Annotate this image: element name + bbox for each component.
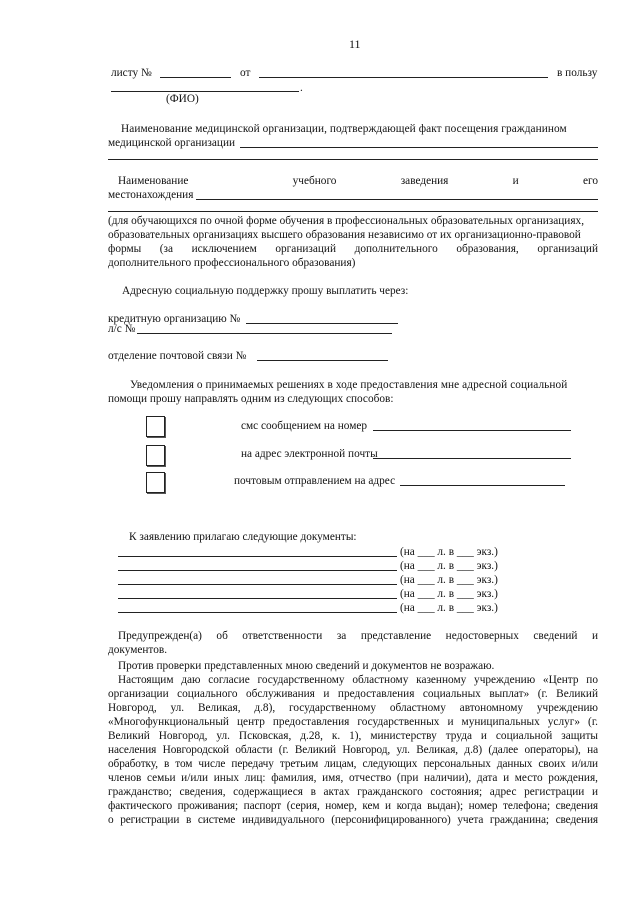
sms-label: смс сообщением на номер bbox=[241, 420, 368, 432]
sheet-number-field[interactable] bbox=[160, 77, 231, 78]
education-field[interactable] bbox=[196, 199, 598, 200]
document-row-field[interactable] bbox=[118, 612, 397, 613]
in-favor-label: в пользу bbox=[557, 67, 598, 79]
education-line1 bbox=[118, 174, 598, 188]
post-office-field[interactable] bbox=[257, 360, 388, 361]
payment-intro: Адресную социальную поддержку прошу выплатить через: bbox=[122, 285, 409, 297]
credit-org-label: кредитную организацию № bbox=[108, 313, 241, 325]
sheet-number-label: листу № bbox=[111, 67, 152, 79]
page-number: 11 bbox=[349, 37, 361, 51]
education-note-3-text: формы (за исключением организаций дополнительного образования, организаций bbox=[108, 243, 598, 255]
consent-line-text: о регистрации в системе индивидуального (персонифицированного) учета гражданина; сведения bbox=[108, 814, 598, 826]
consent-line-text: обработку, в том числе передачу третьим лицам, следующих персональных данных своих и/или bbox=[108, 758, 598, 770]
document-row-suffix: (на ___ л. в ___ экз.) bbox=[400, 588, 498, 600]
consent-line bbox=[108, 743, 598, 757]
education-word-1: Наименование bbox=[118, 175, 189, 187]
education-line2: местонахождения bbox=[108, 189, 194, 201]
fio-label: (ФИО) bbox=[166, 93, 199, 105]
notifications-intro-1: Уведомления о принимаемых решениях в ходе предоставления мне адресной социальной bbox=[130, 379, 568, 391]
email-label: на адрес электронной почты bbox=[241, 448, 378, 460]
consent-line-text: Великий Новгород, ул. Псковская, д.28, к. 1), министерству труда и социальной защиты bbox=[108, 730, 598, 742]
consent-line bbox=[118, 673, 598, 687]
post-label: почтовым отправлением на адрес bbox=[234, 475, 396, 487]
consent-line bbox=[108, 757, 598, 771]
document-row-field[interactable] bbox=[118, 598, 397, 599]
consent-line bbox=[108, 771, 598, 785]
from-label: от bbox=[240, 67, 251, 79]
consent-line-text: фактического проживания; паспорт (серия, номер, кем и когда выдан); номер телефона; сведения bbox=[108, 800, 598, 812]
post-checkbox[interactable] bbox=[146, 472, 165, 493]
consent-line bbox=[108, 799, 598, 813]
document-row-suffix: (на ___ л. в ___ экз.) bbox=[400, 560, 498, 572]
sms-number-field[interactable] bbox=[373, 430, 571, 431]
consent-line-text: Новгород, ул. Великая, д.8), государственному областному автономному учреждению bbox=[108, 702, 598, 714]
warning-line1-text: Предупрежден(а) об ответственности за представление недостоверных сведений и bbox=[118, 630, 598, 642]
consent-line bbox=[108, 813, 598, 827]
consent-line-text: «Многофункциональный центр предоставления государственных и муниципальных услуг» (г. bbox=[108, 716, 598, 728]
from-field[interactable] bbox=[259, 77, 548, 78]
consent-line-text: организации социального обслуживания и предоставления социальных выплат» (г. Великий bbox=[108, 688, 598, 700]
education-note-4: дополнительного профессионального образования) bbox=[108, 257, 356, 269]
document-row-field[interactable] bbox=[118, 556, 397, 557]
consent-line-text: членов семьи и/или иных лиц: фамилия, имя, отчество (при наличии), дата и место рождения, bbox=[108, 772, 598, 784]
notifications-intro-2: помощи прошу направлять одним из следующих способов: bbox=[108, 393, 394, 405]
education-word-3: заведения bbox=[400, 175, 449, 187]
consent-line bbox=[108, 729, 598, 743]
post-office-label: отделение почтовой связи № bbox=[108, 350, 247, 362]
consent-line-text: Настоящим даю согласие государственному областному казенному учреждению «Центр по bbox=[118, 674, 598, 686]
consent-line bbox=[108, 687, 598, 701]
sms-checkbox[interactable] bbox=[146, 416, 165, 437]
account-field[interactable] bbox=[137, 333, 392, 334]
consent-line-text: гражданство; сведения, содержащиеся в актах гражданского состояния; адрес регистрации и bbox=[108, 786, 598, 798]
education-note-3 bbox=[108, 242, 598, 256]
document-row-suffix: (на ___ л. в ___ экз.) bbox=[400, 546, 498, 558]
documents-intro: К заявлению прилагаю следующие документы: bbox=[129, 531, 357, 543]
fio-field[interactable] bbox=[111, 91, 299, 92]
medical-org-field[interactable] bbox=[240, 147, 598, 148]
post-address-field[interactable] bbox=[400, 485, 565, 486]
education-note-2: образовательных организациях высшего образования независимо от их организационно-правовой bbox=[108, 229, 581, 241]
education-field-2[interactable] bbox=[108, 211, 598, 212]
account-label: л/с № bbox=[108, 323, 136, 335]
education-word-4: и bbox=[512, 175, 519, 187]
medical-org-line2: медицинской организации bbox=[108, 137, 236, 149]
medical-org-field-2[interactable] bbox=[108, 159, 598, 160]
fio-dot: . bbox=[300, 82, 303, 94]
warning-line2: документов. bbox=[108, 644, 168, 656]
warning-line1 bbox=[118, 629, 598, 643]
education-note-1: (для обучающихся по очной форме обучения в профессиональных образовательных организациях, bbox=[108, 215, 585, 227]
consent-line bbox=[108, 785, 598, 799]
consent-line-text: населения Новгородской области (г. Великий Новгород, ул. Великая, д.8) (далее операторы), на bbox=[108, 744, 598, 756]
education-word-2: учебного bbox=[292, 175, 337, 187]
document-row-suffix: (на ___ л. в ___ экз.) bbox=[400, 602, 498, 614]
document-row-field[interactable] bbox=[118, 570, 397, 571]
education-word-5: его bbox=[582, 175, 598, 187]
no-objection: Против проверки представленных мною сведений и документов не возражаю. bbox=[118, 660, 495, 672]
medical-org-line1: Наименование медицинской организации, подтверждающей факт посещения гражданином bbox=[121, 123, 567, 135]
email-field[interactable] bbox=[373, 458, 571, 459]
consent-line bbox=[108, 715, 598, 729]
email-checkbox[interactable] bbox=[146, 445, 165, 466]
credit-org-field[interactable] bbox=[246, 323, 398, 324]
document-row-suffix: (на ___ л. в ___ экз.) bbox=[400, 574, 498, 586]
document-row-field[interactable] bbox=[118, 584, 397, 585]
consent-line bbox=[108, 701, 598, 715]
